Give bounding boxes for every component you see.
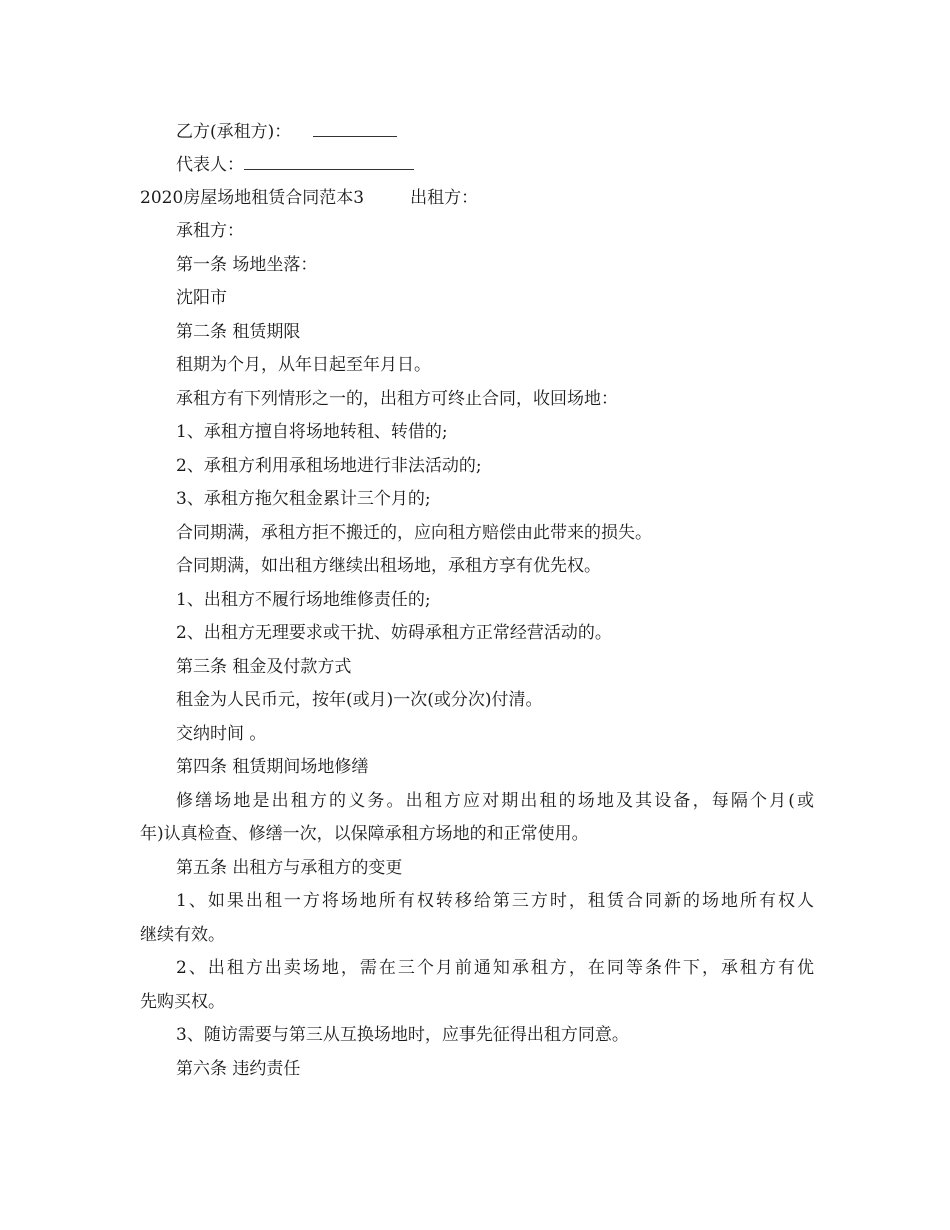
change-item-2-line-2: 先购买权。 (140, 992, 225, 1012)
representative-blank[interactable] (244, 153, 414, 170)
lessee-line: 承租方： (176, 221, 244, 241)
representative-line (176, 153, 414, 177)
termination-item-3: 3、承租方拖欠租金累计三个月的; (176, 489, 431, 509)
lessor-breach-item-2: 2、出租方无理要求或干扰、妨碍承租方正常经营活动的。 (176, 623, 612, 643)
representative-label: 代表人： (176, 155, 244, 175)
contract-title-line (140, 186, 478, 210)
article-3-heading: 第三条 租金及付款方式 (176, 657, 352, 677)
change-item-3: 3、随访需要与第三从互换场地时，应事先征得出租方同意。 (176, 1025, 629, 1045)
termination-item-2: 2、承租方利用承租场地进行非法活动的; (176, 456, 482, 476)
repair-paragraph-line-2: 年)认真检查、修缮一次，以保障承租方场地的和正常使用。 (140, 824, 589, 844)
article-1-heading: 第一条 场地坐落： (176, 255, 318, 275)
party-b-line (176, 120, 397, 144)
lease-term-text: 租期为个月，从年日起至年月日。 (176, 355, 431, 375)
change-item-1-line-1: 1、如果出租一方将场地所有权转移给第三方时，租赁合同新的场地所有权人 (176, 891, 814, 911)
contract-title: 2020房屋场地租赁合同范本3 (140, 188, 365, 208)
article-4-heading: 第四条 租赁期间场地修缮 (176, 757, 369, 777)
termination-item-1: 1、承租方擅自将场地转租、转借的; (176, 422, 448, 442)
rent-amount-text: 租金为人民币元，按年(或月)一次(或分次)付清。 (176, 690, 543, 710)
expiry-refusal-text: 合同期满，承租方拒不搬迁的，应向租方赔偿由此带来的损失。 (176, 523, 652, 543)
lessor-breach-item-1: 1、出租方不履行场地维修责任的; (176, 590, 431, 610)
change-item-1-line-2: 继续有效。 (140, 925, 225, 945)
change-item-2-line-1: 2、出租方出卖场地，需在三个月前通知承租方，在同等条件下，承租方有优 (176, 958, 814, 978)
party-b-blank[interactable] (313, 120, 397, 137)
termination-intro: 承租方有下列情形之一的，出租方可终止合同，收回场地： (176, 389, 618, 409)
repair-paragraph-line-1: 修缮场地是出租方的义务。出租方应对期出租的场地及其设备，每隔个月(或 (176, 791, 814, 811)
payment-time-text: 交纳时间 。 (176, 724, 267, 744)
article-5-heading: 第五条 出租方与承租方的变更 (176, 858, 403, 878)
article-1-city: 沈阳市 (176, 288, 227, 308)
article-2-heading: 第二条 租赁期限 (176, 322, 301, 342)
party-b-label: 乙方(承租方)： (176, 122, 292, 142)
lessor-label: 出租方： (410, 188, 479, 208)
expiry-priority-text: 合同期满，如出租方继续出租场地，承租方享有优先权。 (176, 556, 601, 576)
article-6-heading: 第六条 违约责任 (176, 1059, 301, 1079)
